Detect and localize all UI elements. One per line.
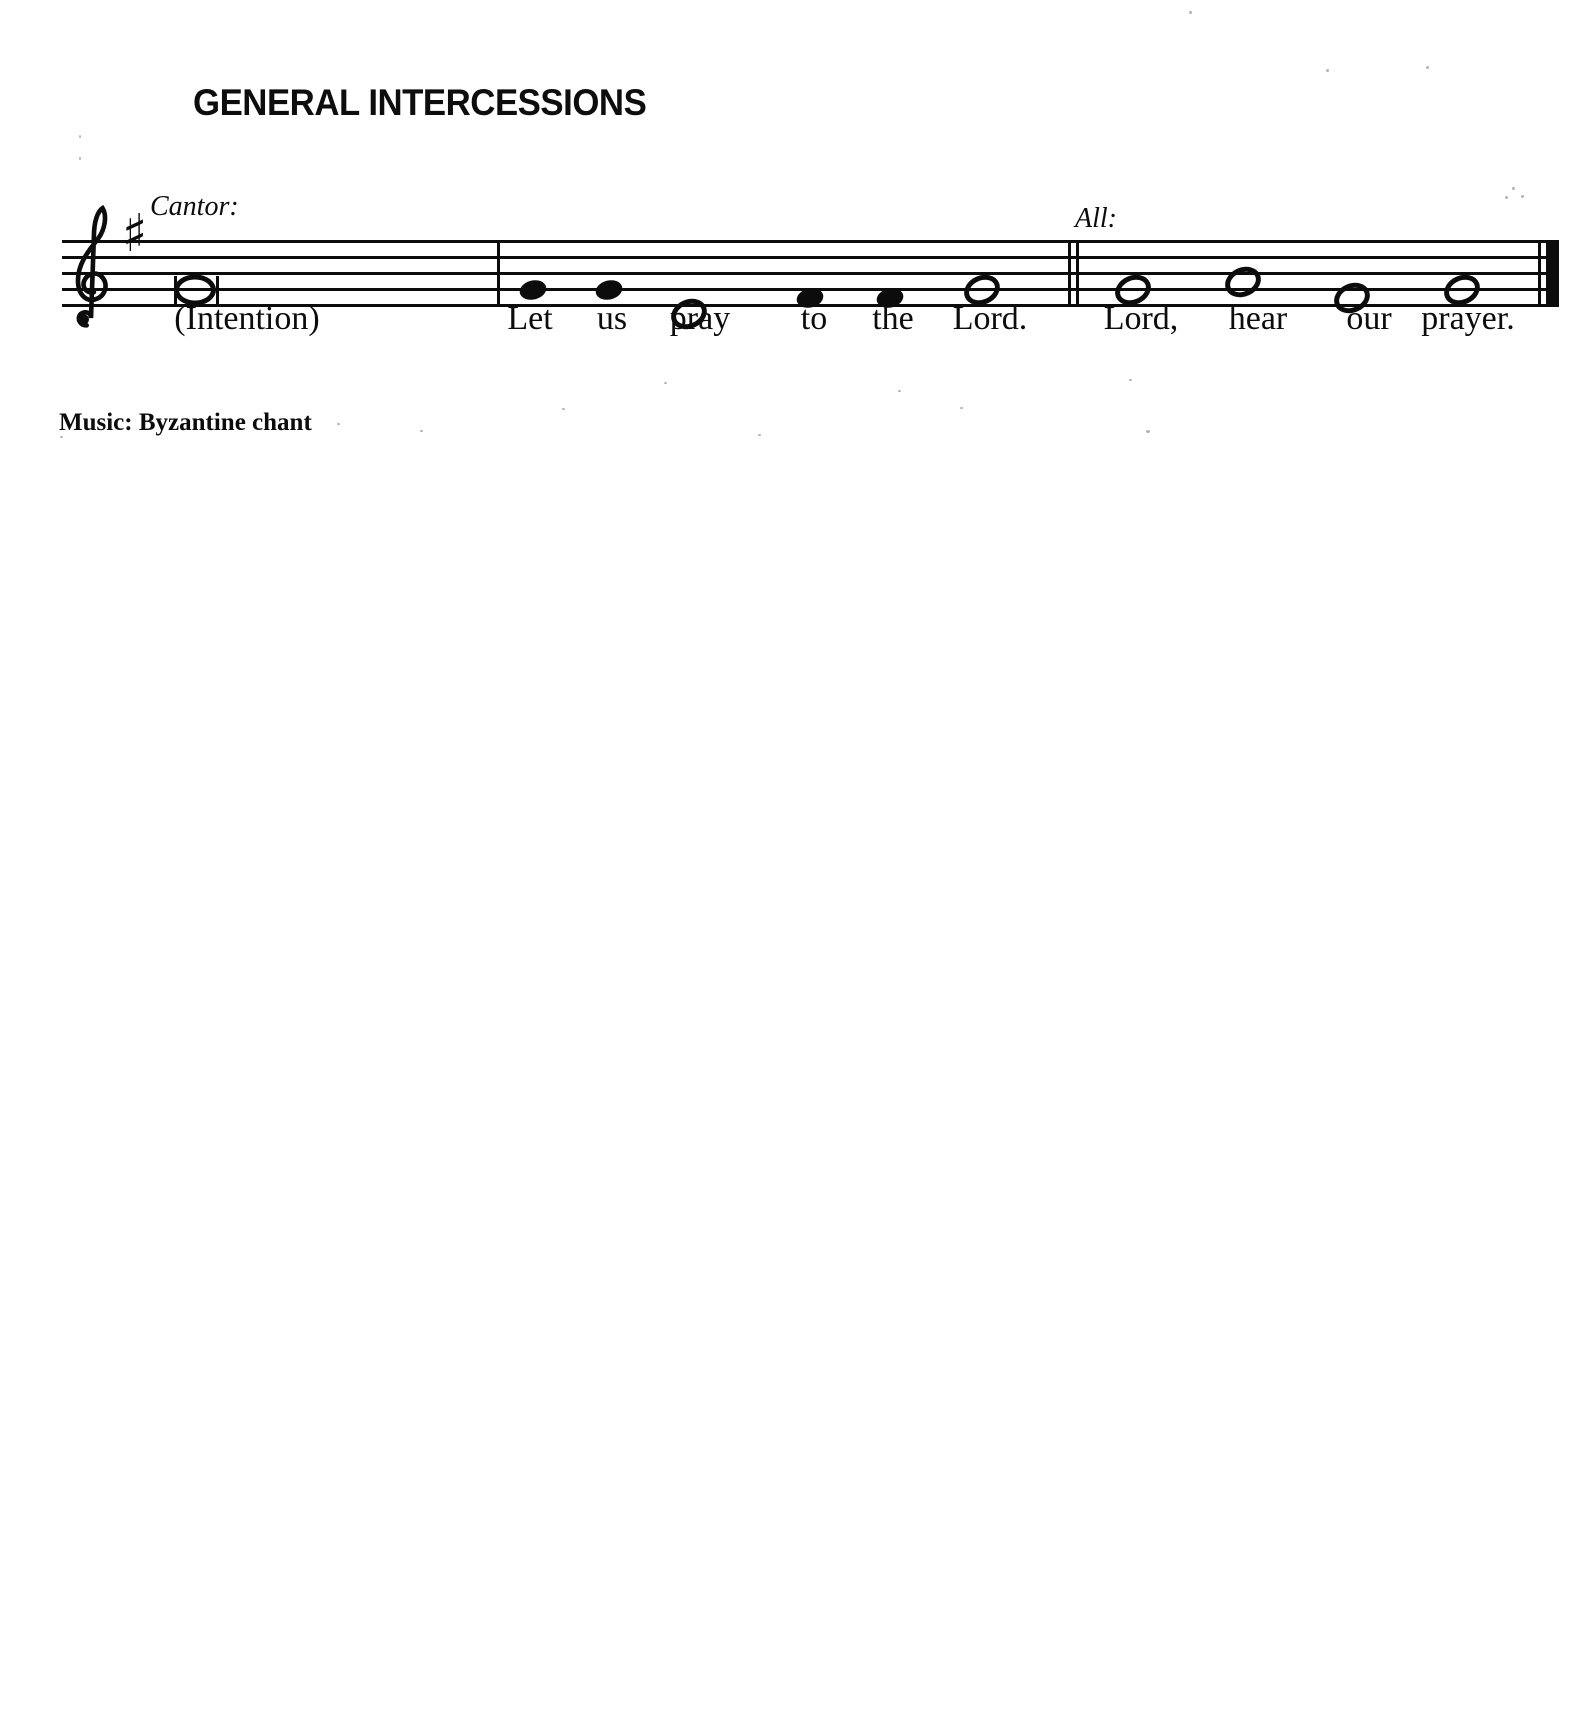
scan-speck [1505,196,1508,199]
lyric-word: the [872,300,914,337]
scan-speck [60,436,63,438]
all-label: All: [1075,203,1117,234]
final-barline [1546,240,1559,307]
scan-speck [1426,66,1429,69]
lyric-word: prayer. [1421,300,1515,337]
notehead-half-a4 [1220,261,1266,303]
scan-speck [1146,430,1150,433]
scan-speck [1512,187,1515,190]
scan-speck [898,390,901,392]
scan-speck [562,408,565,410]
sharp-icon: ♯ [122,204,148,264]
music-credit: Music: Byzantine chant [59,409,312,436]
staff-line-f5 [62,240,1558,243]
lyric-word: Lord. [952,300,1028,337]
scan-speck [1129,379,1132,381]
final-barline [1538,240,1541,307]
single-barline [497,240,500,307]
lyric-word: our [1346,300,1392,337]
lyric-word: hear [1228,300,1288,337]
staff-system [0,0,1596,460]
lyric-word: Let [507,300,553,337]
cantor-label: Cantor: [150,191,239,222]
lyric-word: to [800,300,828,337]
staff-line-d5 [62,256,1558,259]
scan-speck [79,135,81,138]
double-barline [1076,240,1079,307]
scan-speck [1326,69,1329,72]
lyric-word: us [596,300,628,337]
scan-speck [664,382,667,384]
scan-speck [420,430,423,432]
staff-line-b4 [62,272,1558,275]
scan-speck [758,434,761,436]
scan-speck [1189,11,1192,14]
lyric-word: pray [669,300,731,337]
scan-speck [79,157,81,160]
page-title: GENERAL INTERCESSIONS [193,82,647,123]
scan-speck [1521,195,1524,198]
double-barline [1068,240,1071,307]
scan-speck [960,407,963,409]
treble-clef-icon [64,201,118,334]
scan-speck [337,423,340,425]
lyric-word: (Intention) [174,300,320,337]
lyric-word: Lord, [1103,300,1179,337]
